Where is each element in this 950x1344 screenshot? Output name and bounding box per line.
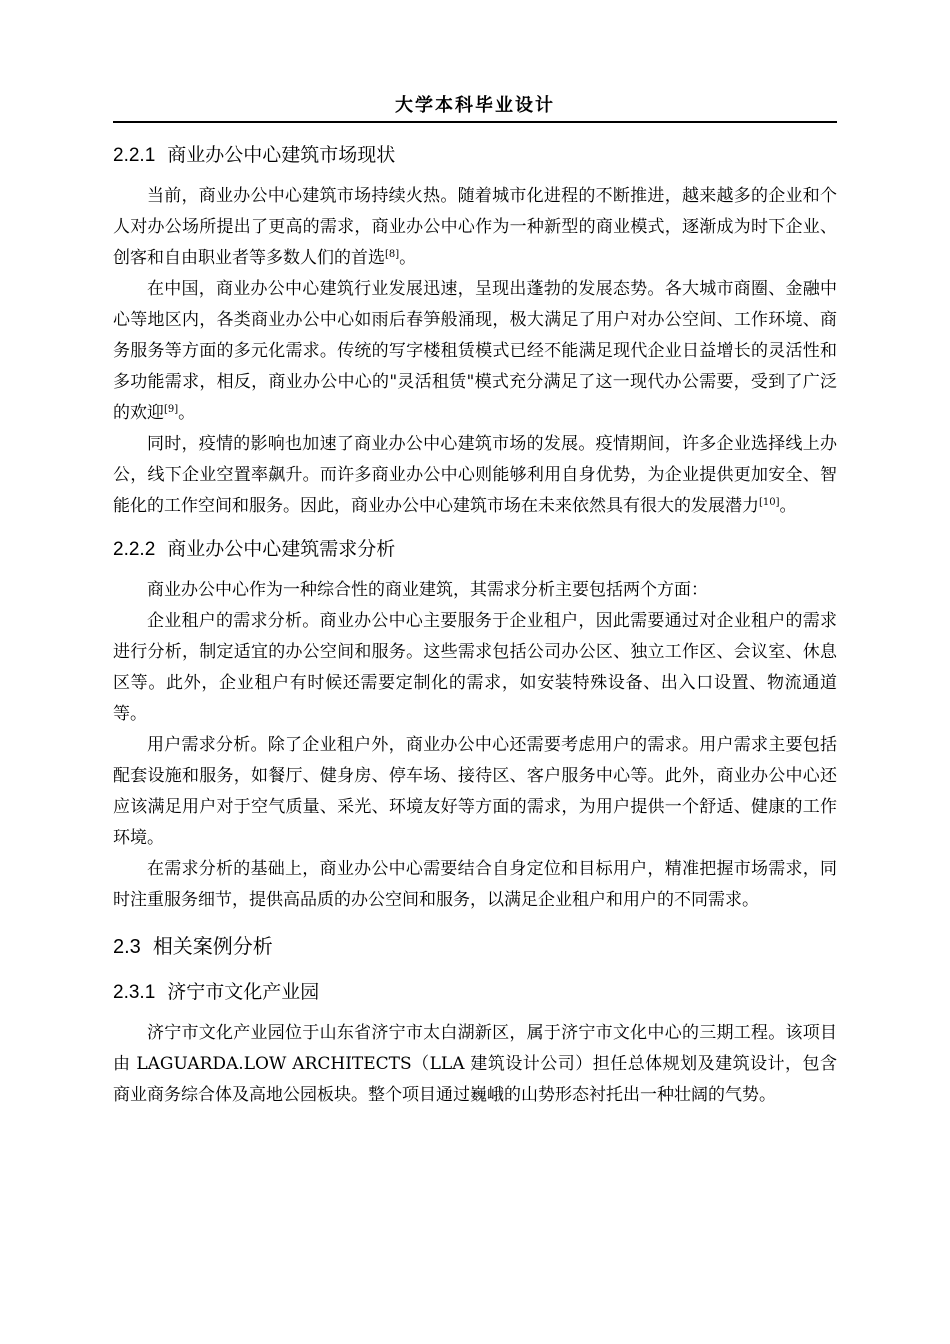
paragraph: 商业办公中心作为一种综合性的商业建筑，其需求分析主要包括两个方面： <box>147 580 708 600</box>
citation: [8] <box>385 249 400 260</box>
paragraph-text: 在中国，商业办公中心建筑行业发展迅速，呈现出蓬勃的发展态势。各大城市商圈、金融中心等地区内，各类商业办公中心如雨后春笋般涌现，极大满足了用户对办公空间、工作环境、商务服务等方面的多元化需求。传统的写字楼租赁模式已经不能满足现代企业日益增长的灵活性和多功能需求，相反，商业办公中心的"灵活租赁"模式充分满足了这一现代办公需要，受到了广泛的欢迎 <box>113 279 837 423</box>
citation: [10] <box>759 497 780 508</box>
paragraph-text: 同时，疫情的影响也加速了商业办公中心建筑市场的发展。疫情期间，许多企业选择线上办公，线下企业空置率飙升。而许多商业办公中心则能够利用自身优势，为企业提供更加安全、智能化的工作空间和服务。因此，商业办公中心建筑市场在未来依然具有很大的发展潜力 <box>113 434 837 516</box>
heading-title: 相关案例分析 <box>152 934 273 958</box>
heading-number: 2.2.2 <box>113 539 156 560</box>
running-header: 大学本科毕业设计 <box>395 95 555 116</box>
paragraph-end: 。 <box>399 248 417 268</box>
heading-title: 商业办公中心建筑需求分析 <box>167 538 396 560</box>
paragraph <box>113 274 837 429</box>
paragraph: 企业租户的需求分析。商业办公中心主要服务于企业租户，因此需要通过对企业租户的需求进行分析，制定适宜的办公空间和服务。这些需求包括公司办公区、独立工作区、会议室、休息区等。此外，企业租户有时候还需要定制化的需求，如安装特殊设备、出入口设置、物流通道等。 <box>113 611 837 724</box>
paragraph <box>113 429 837 522</box>
citation: [9] <box>164 404 179 415</box>
paragraph-end: 。 <box>779 496 797 516</box>
paragraph: 用户需求分析。除了企业租户外，商业办公中心还需要考虑用户的需求。用户需求主要包括配套设施和服务，如餐厅、健身房、停车场、接待区、客户服务中心等。此外，商业办公中心还应该满足用户对于空气质量、采光、环境友好等方面的需求，为用户提供一个舒适、健康的工作环境。 <box>113 735 837 848</box>
heading-number: 2.2.1 <box>113 145 156 166</box>
header-rule <box>113 121 837 123</box>
heading-number: 2.3 <box>113 936 141 958</box>
heading-number: 2.3.1 <box>113 982 156 1003</box>
paragraph: 在需求分析的基础上，商业办公中心需要结合自身定位和目标用户，精准把握市场需求，同时注重服务细节，提供高品质的办公空间和服务，以满足企业租户和用户的不同需求。 <box>113 859 837 910</box>
heading-title: 商业办公中心建筑市场现状 <box>167 144 396 166</box>
paragraph-end: 。 <box>178 403 196 423</box>
page-body <box>113 140 837 1111</box>
heading-2-3 <box>113 930 837 963</box>
heading-2-2-2 <box>113 534 837 565</box>
heading-title: 济宁市文化产业园 <box>167 981 320 1003</box>
paragraph: 济宁市文化产业园位于山东省济宁市太白湖新区，属于济宁市文化中心的三期工程。该项目由 LAGUARDA.LOW ARCHITECTS（LLA 建筑设计公司）担任总体规划及建筑设计，包含商业商务综合体及高地公园板块。整个项目通过巍峨的山势形态衬托出一种壮阔的气势。 <box>113 1023 837 1105</box>
heading-2-3-1 <box>113 977 837 1008</box>
heading-2-2-1 <box>113 140 837 171</box>
paragraph <box>113 181 837 274</box>
paragraph-text: 当前，商业办公中心建筑市场持续火热。随着城市化进程的不断推进，越来越多的企业和个人对办公场所提出了更高的需求，商业办公中心作为一种新型的商业模式，逐渐成为时下企业、创客和自由职业者等多数人们的首选 <box>113 186 837 268</box>
